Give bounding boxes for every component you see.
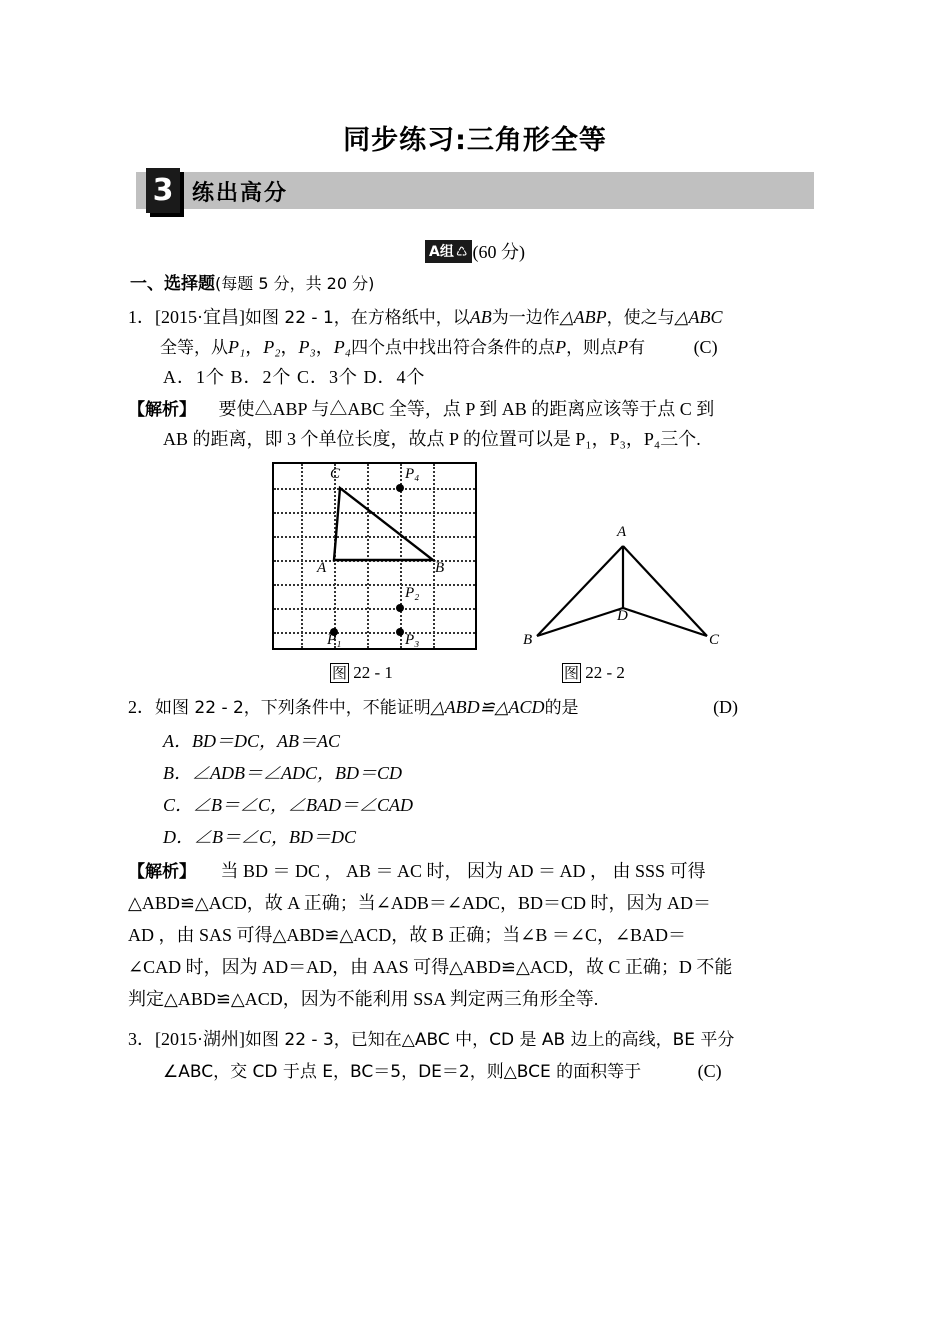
vertex-label-a: A [317,560,327,576]
q1-text-c: ，使之与 [606,308,675,328]
figure-22-2-drawing [525,528,725,650]
question-1-line-1 [128,302,722,333]
q2-math: △ABD≌△ACD [430,697,545,717]
vertex-label-d: D [617,608,628,624]
q1-p-2: P [617,337,629,357]
caption-22-1-text: 22 - 1 [353,663,393,682]
part-heading-note: (每题 5 分，共 20 分) [215,274,375,293]
figure-22-1-drawing [274,464,479,652]
question-2-choice-a: A．BD＝DC，AB＝AC [163,731,340,751]
point-p4 [396,484,404,492]
point-p3 [396,628,404,636]
point-label-p1: P₁ [327,632,342,648]
vertex-label-b: B [523,632,533,648]
question-1-line-2: 全等，从P₁，P₂，P₃，P₄四个点中找出符合条件的点P，则点P有 (C) [160,337,718,358]
q3-number: 3． [128,1029,155,1049]
part-heading-label: 一、选择题 [130,274,215,294]
section-number-badge: 3 [146,168,180,213]
caption-box-glyph: 图 [332,664,348,682]
part-heading [130,268,374,299]
q3-text-1: 如图 22 - 3，已知在△ABC 中，CD 是 AB 边上的高线，BE 平分 [244,1030,735,1050]
q1-math-abp: △ABP [559,307,607,327]
point-label-p3: P₃ [405,632,420,648]
question-2-choice-c: C．∠B＝∠C，∠BAD＝∠CAD [163,795,413,815]
q3-answer: (C) [697,1061,722,1081]
question-1-analysis-line-2: AB 的距离，即 3 个单位长度，故点 P 的位置可以是 P₁，P₃，P₄三个. [163,429,701,449]
q2-number: 2． [128,697,155,717]
group-a-score: (60 分) [472,242,525,262]
q2-text-b: 的是 [544,698,579,718]
question-2-choice-d: D．∠B＝∠C，BD＝DC [163,827,356,847]
q1-text-b: 为一边作 [491,308,560,328]
vertex-label-b: B [435,560,445,576]
figure-22-2-caption [562,662,625,683]
q1-p4: P₄ [333,337,352,357]
q1-l2-c: ，则点 [566,338,618,358]
question-2-analysis-line-3: AD ，由 SAS 可得△ABD≌△ACD，故 B 正确；当∠B ＝∠C，∠BAD＝ [128,925,687,945]
question-2-stem [128,692,738,723]
point-p2 [396,604,404,612]
vertex-label-c: C [709,632,720,648]
q1-p3: P₃ [298,337,316,357]
group-a-badge-label: A组 [429,243,454,260]
q1-l2-b: 四个点中找出符合条件的点 [351,338,556,358]
q1-analysis-tag: 【解析】 [128,400,196,420]
q3-source: [2015·湖州] [155,1029,245,1049]
q2-analysis-text-1: 当 BD ＝ DC ， AB ＝ AC 时， 因为 AD ＝ AD ， 由 SSS 可得 [220,861,706,881]
section-title: 练出高分 [192,181,289,206]
q1-p1: P₁ [228,337,246,357]
q2-answer: (D) [713,697,739,717]
recycle-icon: ♺ [455,244,468,260]
q1-text-a: 如图 22 - 1，在方格纸中，以 [244,308,470,328]
question-2-analysis-line-2: △ABD≌△ACD，故 A 正确；当∠ADB＝∠ADC，BD＝CD 时，因为 AD＝ [128,893,711,913]
q1-math-abc: △ABC [674,307,723,327]
figure-22-1 [272,462,477,650]
q2-analysis-tag: 【解析】 [128,862,196,882]
vertex-label-c: C [330,466,341,482]
q1-l2-d: 有 [628,338,646,358]
question-3-line-1 [128,1024,734,1055]
q1-answer: (C) [693,337,718,357]
question-2-analysis-line-4: ∠CAD 时，因为 AD＝AD，由 AAS 可得△ABD≌△ACD，故 C 正确；D 不能 [128,957,733,977]
caption-box-glyph: 图 [564,664,580,682]
figure-22-2 [523,524,725,650]
q3-text-2: ∠ABC，交 CD 于点 E，BC＝5，DE＝2，则△BCE 的面积等于 [163,1062,642,1082]
q1-number: 1． [128,307,155,327]
q2-text-a: 如图 22 - 2，下列条件中，不能证明 [155,698,431,718]
question-2-choice-b: B．∠ADB＝∠ADC，BD＝CD [163,763,402,783]
caption-22-2-text: 22 - 2 [585,663,625,682]
question-1-choices: A．1个 B．2个 C．3个 D．4个 [163,367,426,387]
q1-p2: P₂ [263,337,281,357]
group-a-badge [425,240,472,263]
question-3-line-2 [163,1056,722,1087]
point-label-p4: P₄ [405,466,420,482]
group-a-line [0,238,950,264]
question-1-analysis-line-1 [128,394,714,425]
vertex-label-a: A [617,524,627,540]
q1-l2-a: 全等，从 [160,338,228,358]
page-title: 同步练习:三角形全等 [343,125,607,156]
figure-22-1-caption [330,662,393,683]
q1-analysis-text-1: 要使△ABP 与△ABC 全等，点 P 到 AB 的距离应该等于点 C 到 [218,399,715,419]
question-2-analysis-line-1 [128,856,706,887]
question-2-analysis-line-5: 判定△ABD≌△ACD，因为不能利用 SSA 判定两三角形全等. [128,989,599,1009]
q1-math-ab: AB [469,307,492,327]
point-label-p2: P₂ [405,585,420,601]
q1-source: [2015·宜昌] [155,307,245,327]
q1-p: P [555,337,567,357]
